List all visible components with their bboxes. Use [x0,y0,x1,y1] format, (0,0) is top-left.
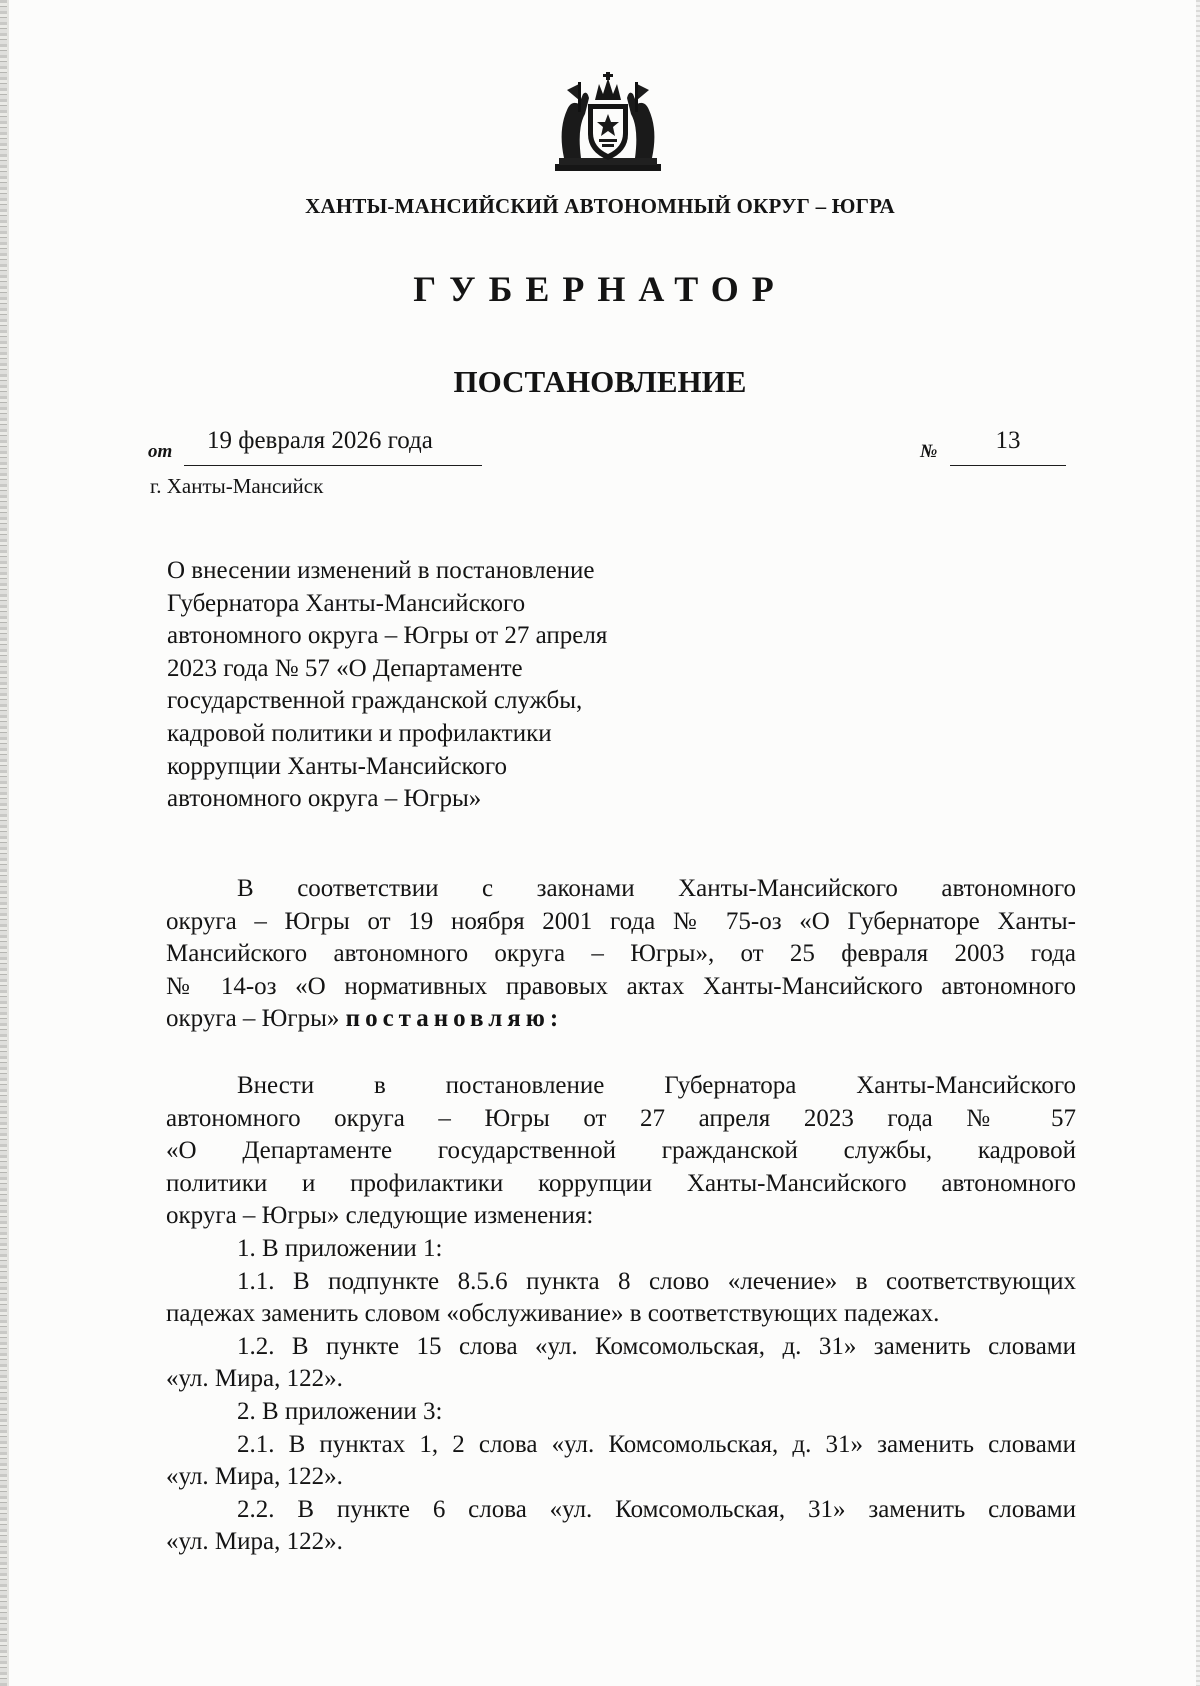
item-text: 2.1. В пунктах 1, 2 слова «ул. Комсомольская, д. 31» заменить словами [237,1430,1076,1458]
decision-line: автономного округа – Югры от 27 апреля 2023 года № 57 [166,1104,1076,1132]
item-text: 1.1. В подпункте 8.5.6 пункта 8 слово «лечение» в соответствующих [237,1267,1076,1295]
preamble-line: округа – Югры» [166,1005,340,1033]
document-type: ПОСТАНОВЛЕНИЕ [453,364,747,399]
item-heading: 2. В приложении 3: [237,1397,443,1425]
decree-date: 19 февраля 2026 года [184,424,482,466]
decision-line: округа – Югры» следующие изменения: [166,1202,594,1230]
subject-line: государственной гражданской службы, [167,687,583,715]
decision-section [166,1070,1076,1559]
item-text: 2.2. В пункте 6 слова «ул. Комсомольская, 31» заменить словами [237,1495,1076,1523]
item-text: падежах заменить словом «обслуживание» в соответствующих падежах. [166,1300,940,1328]
item-text: 1.2. В пункте 15 слова «ул. Комсомольская, д. 31» заменить словами [237,1332,1076,1360]
decision-line: Внести в постановление Губернатора Ханты-Мансийского [237,1072,1076,1099]
scan-edge-left [0,0,7,1686]
decision-line: политики и профилактики коррупции Ханты-Мансийского автономного [166,1169,1076,1197]
preamble-line: Мансийского автономного округа – Югры», от 25 февраля 2003 года [166,940,1076,968]
item-text: «ул. Мира, 122». [166,1365,343,1393]
date-prefix: от [148,441,173,462]
preamble-paragraph [166,873,1076,1036]
preamble-line: № 14-оз «О нормативных правовых актах Ханты-Мансийского автономного [166,972,1076,1000]
resolve-word: постановляю: [345,1005,564,1033]
decree-subject [167,555,687,816]
preamble-last-line [166,1003,1076,1036]
item-heading: 1. В приложении 1: [237,1234,443,1262]
decision-line: «О Департаменте государственной гражданской службы, кадровой [166,1137,1076,1165]
subject-line: О внесении изменений в постановление [167,557,595,584]
item-text: «ул. Мира, 122». [166,1528,343,1556]
coat-of-arms-icon [555,70,661,172]
scan-edge-right [1196,0,1200,1686]
region-name: ХАНТЫ-МАНСИЙСКИЙ АВТОНОМНЫЙ ОКРУГ – ЮГРА [305,194,895,218]
subject-line: автономного округа – Югры от 27 апреля [167,622,608,650]
preamble-line: округа – Югры от 19 ноября 2001 года № 75-оз «О Губернаторе Ханты- [166,907,1076,935]
subject-line: 2023 года № 57 «О Департаменте [167,654,523,682]
issue-city: г. Ханты-Мансийск [150,474,324,498]
decree-number: 13 [950,424,1066,466]
subject-line: Губернатора Ханты-Мансийского [167,589,526,617]
number-sign: № [920,441,938,462]
preamble-line: В соответствии с законами Ханты-Мансийского автономного [237,875,1076,902]
subject-line: кадровой политики и профилактики [167,719,552,747]
item-text: «ул. Мира, 122». [166,1463,343,1491]
subject-line: коррупции Ханты-Мансийского [167,752,508,780]
subject-line: автономного округа – Югры» [167,785,482,813]
authority-title: ГУБЕРНАТОР [413,269,787,309]
